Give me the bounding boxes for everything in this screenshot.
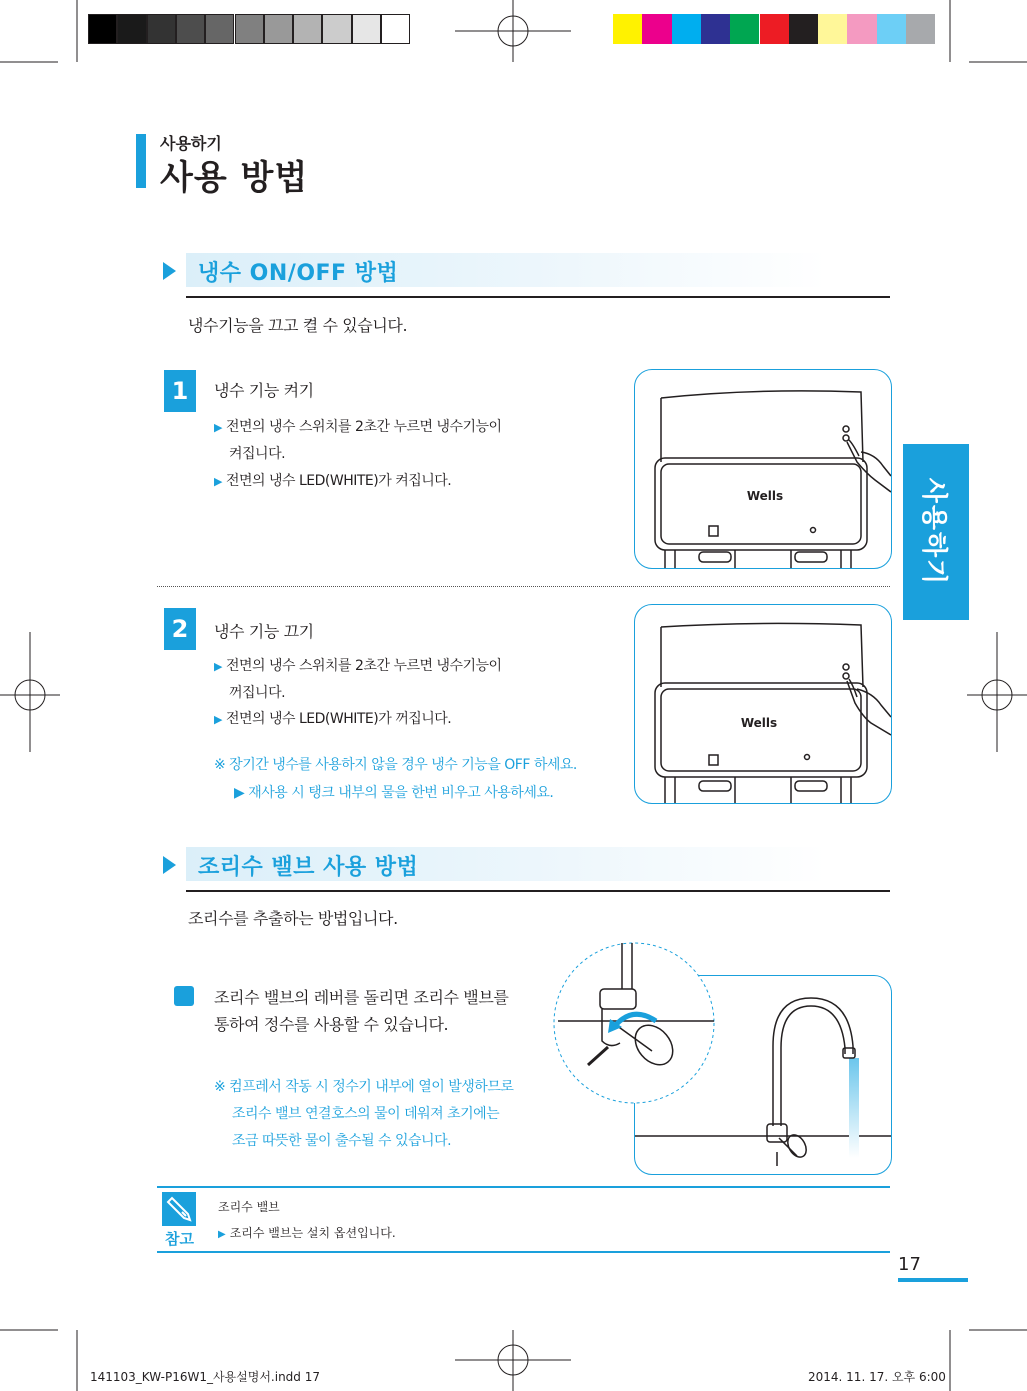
step2-bullet2-text: 전면의 냉수 LED(WHITE)가 꺼집니다. — [225, 711, 452, 727]
section2-description — [214, 984, 508, 1038]
reference-text — [218, 1224, 396, 1241]
brand-logo-text: Wells — [740, 716, 778, 730]
page-number: 17 — [898, 1254, 921, 1275]
brand-logo-text: Wells — [746, 489, 784, 503]
reference-bottom-rule — [157, 1251, 890, 1253]
section1-title: 냉수 ON/OFF 방법 — [198, 261, 399, 286]
step2-bullet1-text: 전면의 냉수 스위치를 2초간 누르면 냉수기능이 — [225, 658, 502, 674]
step2-bullet1 — [214, 653, 502, 707]
step1-heading: 냉수 기능 켜기 — [214, 381, 314, 400]
section2-note-line3: 조금 따뜻한 물이 출수될 수 있습니다. — [232, 1133, 452, 1149]
reference-top-rule — [157, 1186, 890, 1188]
section2-note-line2: 조리수 밸브 연결호스의 물이 데워져 초기에는 — [232, 1106, 500, 1122]
step2-note2: ▶ 재사용 시 탱크 내부의 물을 한번 비우고 사용하세요. — [234, 785, 554, 801]
bullet-arrow-icon: ▶ — [214, 421, 222, 434]
side-tab-label: 사용하기 — [918, 477, 949, 587]
step1-bullet1-text: 전면의 냉수 스위치를 2초간 누르면 냉수기능이 — [225, 419, 502, 435]
section2-intro: 조리수를 추출하는 방법입니다. — [188, 909, 398, 928]
water-stream — [849, 1058, 859, 1158]
step1-bullet2-text: 전면의 냉수 LED(WHITE)가 켜집니다. — [225, 473, 452, 489]
section2-arrow-icon — [163, 856, 176, 874]
bullet-arrow-icon: ▶ — [214, 475, 222, 488]
section1-rule — [186, 296, 890, 298]
water-purifier-illustration — [635, 370, 891, 568]
step1-bullet2 — [214, 468, 451, 495]
page-number-underline — [898, 1278, 968, 1282]
section1-arrow-icon — [163, 262, 176, 280]
step2-heading: 냉수 기능 끄기 — [214, 622, 314, 641]
section2-note-line1: ※ 컴프레서 작동 시 정수기 내부에 열이 발생하므로 — [214, 1079, 514, 1095]
step1-badge: 1 — [164, 370, 196, 412]
section2-desc-line1: 조리수 밸브의 레버를 돌리면 조리수 밸브를 — [214, 988, 509, 1007]
step2-bullet2 — [214, 706, 451, 733]
figure-cold-on — [634, 369, 892, 569]
bullet-arrow-icon: ▶ — [218, 1229, 226, 1240]
step1-bullet1-text-cont: 켜집니다. — [229, 446, 286, 462]
page-title: 사용 방법 — [160, 158, 309, 198]
section1-intro: 냉수기능을 끄고 켤 수 있습니다. — [188, 316, 408, 335]
section2-title: 조리수 밸브 사용 방법 — [198, 855, 419, 880]
water-purifier-illustration — [635, 605, 891, 803]
step2-bullet1-text-cont: 꺼집니다. — [229, 685, 286, 701]
footer-file: 141103_KW-P16W1_사용설명서.indd 17 — [90, 1370, 320, 1384]
side-tab — [903, 444, 969, 620]
pencil-note-icon — [162, 1192, 196, 1226]
step2-note1: ※ 장기간 냉수를 사용하지 않을 경우 냉수 기능을 OFF 하세요. — [214, 757, 577, 773]
section2-desc-line2: 통하여 정수를 사용할 수 있습니다. — [214, 1015, 449, 1034]
reference-title: 조리수 밸브 — [218, 1200, 280, 1214]
reference-label: 참고 — [165, 1230, 194, 1248]
bullet-arrow-icon: ▶ — [214, 713, 222, 726]
bullet-arrow-icon: ▶ — [214, 660, 222, 673]
section2-note — [214, 1074, 513, 1155]
step-separator — [157, 586, 890, 587]
reference-text-body: 조리수 밸브는 설치 옵션입니다. — [229, 1226, 396, 1240]
step1-bullet1 — [214, 414, 502, 468]
step2-badge: 2 — [164, 608, 196, 650]
footer-date: 2014. 11. 17. 오후 6:00 — [808, 1370, 946, 1384]
title-accent-bar — [136, 134, 146, 188]
valve-zoom-detail — [552, 941, 724, 1105]
figure-cold-off — [634, 604, 892, 804]
section2-rule — [186, 890, 890, 892]
page-kicker: 사용하기 — [160, 134, 222, 153]
square-bullet-icon — [174, 986, 194, 1006]
